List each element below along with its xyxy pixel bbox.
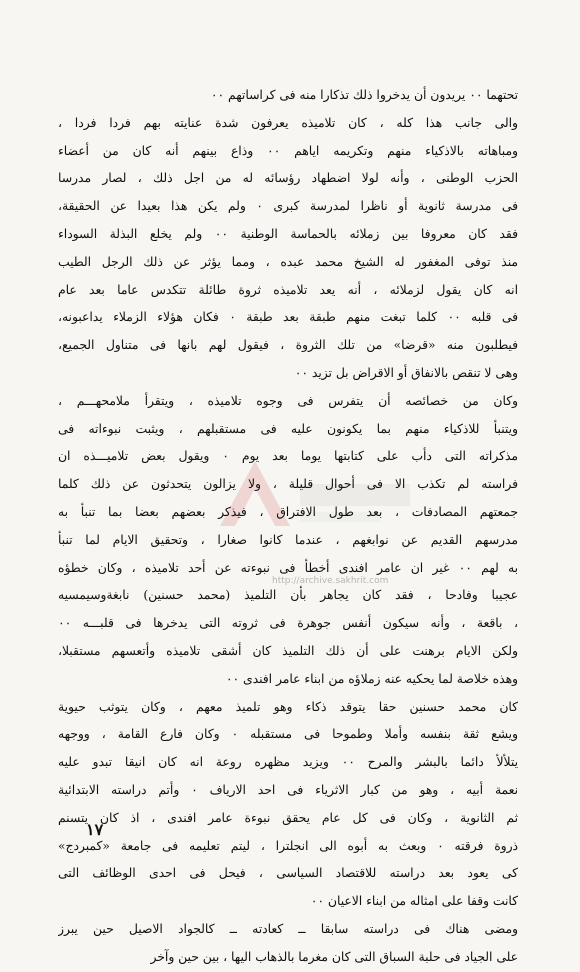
body-text [58,82,518,972]
text-line: وهى لا تنقص بالانفاق أو الاقراض بل تزيد ٠٠ [294,365,518,380]
text-line: فراسته لم تكذب الا فى أحوال قليلة ، ولا يزالون يتحدثون عن ذلك كلما [58,477,518,492]
text-line: فى قلبه ٠٠ كلما تبغت منهم طبقة بعد طبقة ٠ فكان هؤلاء الزملاء يداعبونه، [58,310,518,325]
text-line: يتلألأ دائما بالبشر والمرح ٠٠ ويزيد مظهره روعة انه كان انيقا تبدو عليه [58,755,518,770]
text-line: به لهم ٠٠ غير ان عامر افندى أخطأ فى نبوءته عن أحد تلاميذه ، وكان خطؤه [58,560,518,575]
text-line: انه كان يقول لزملائه ، أنه يعد تلاميذه ثروة طائلة تتكدس عاما بعد عام [58,282,518,297]
page-number: ١٧ [86,820,104,839]
text-line: ومباهاته بالاذكياء منهم وتكريمه اياهم ٠٠ وذاع بينهم أنه كان من أعضاء [58,143,518,158]
text-line: جمعتهم المصادفات ، بعد طول الافتراق ، فيذكر بعضهم بعضا بما تنبأ به [58,504,518,519]
text-line: فى مدرسة ثانوية أو ناظرا لمدرسة كبرى ٠ ولم يكن هذا بعيدا عن الحقيقة، [58,199,518,214]
text-line: ومضى هناك فى دراسته سابقا ــ كعادته ــ كالجواد الاصيل حين يبرز [58,921,518,936]
text-line: منذ توفى المغفور له الشيخ محمد عبده ، ومما يؤثر عن ذلك الرجل الطيب [58,254,518,269]
text-line: على الجياد فى حلبة السباق التى كان مغرما بالذهاب اليها ، بين حين وآخر [150,949,518,964]
text-line: الحزب الوطنى ، وأنه لولا اضطهاد رؤسائه له من اجل ذلك ، لصار مدرسا [58,171,518,186]
text-line: ويشع ثقة بنفسه وأملا وطموحا فى مستقبله ٠ وكان فارع القامة ، ووجهه [58,727,518,742]
text-line: ، باقعة ، وأنه سيكون أنفس جوهرة فى ثروته التى يدخرها فى قلبـــه ٠٠ [58,616,518,631]
text-line: مدرسهم القديم عن نوابغهم ، عندما كانوا صغارا ، وتحقيق الايام لما تنبأ [58,532,518,547]
text-line: نعمة أبيه ، وهو من كبار الاثرياء فى احد الارياف ٠ وأتم دراسته الابتدائية [58,782,518,797]
text-line: كانت وقفا على امثاله من ابناء الاعيان ٠٠ [310,894,518,909]
text-line: ذروة فرقته ٠ وبعث به أبوه الى انجلترا ، ليتم تعليمه فى جامعة «كمبردج» [58,838,518,853]
text-line: فقد كان معروفا بين زملائه بالحماسة الوطنية ٠٠ ولم يخلع البذلة السوداء [58,226,518,241]
text-line: والى جانب هذا كله ، كان تلاميذه يعرفون شدة عنايته بهم فردا فردا ، [58,115,518,130]
text-line: كى يعود بعد دراسته للاقتصاد السياسى ، فيحل فى احدى الوظائف التى [58,866,518,881]
text-line: كان محمد حسنين حقا يتوقد ذكاء وهو تلميذ معهم ، وكان يتوثب حيوية [58,699,518,714]
text-line: تحتهما ٠٠ يريدون أن يدخروا ذلك تذكارا منه فى كراساتهم ٠٠ [210,88,518,102]
text-line: فيطلبون منه «قرضا» من تلك الثروة ، فيقول لهم بانها فى متناول الجميع، [58,338,518,353]
text-line: عجيبا وفادحا ، فقد كان يجاهر بأن التلميذ (محمد حسنين) نابغةوسيمسيه [58,588,518,603]
text-line: وهذه خلاصة لما يحكيه عنه زملاؤه من ابناء عامر افندى ٠٠ [225,671,518,686]
text-line: وكان من خصائصه أن يتفرس فى وجوه تلاميذه ، ويتقرأ ملامحهـــم ، [58,393,518,408]
text-line: مذكراته التى دأب على كتابتها يوما بعد يوم ٠ ويقول بعض تلاميـــذه ان [58,449,518,464]
text-line: ولكن الايام برهنت على أن ذلك التلميذ كان أشقى تلاميذه وأتعسهم مستقبلا، [58,643,518,658]
text-line: ويتنبأ للاذكياء منهم بما يكونون عليه فى مستقبلهم ، ويثبت نبوءاته فى [58,421,518,436]
watermark-url: http://archive.sakhrit.com [272,576,389,586]
text-line: ثم الثانوية ، وكان فى كل عام يحقق نبوءة عامر افندى ، اذ كان يتسنم [58,810,518,825]
